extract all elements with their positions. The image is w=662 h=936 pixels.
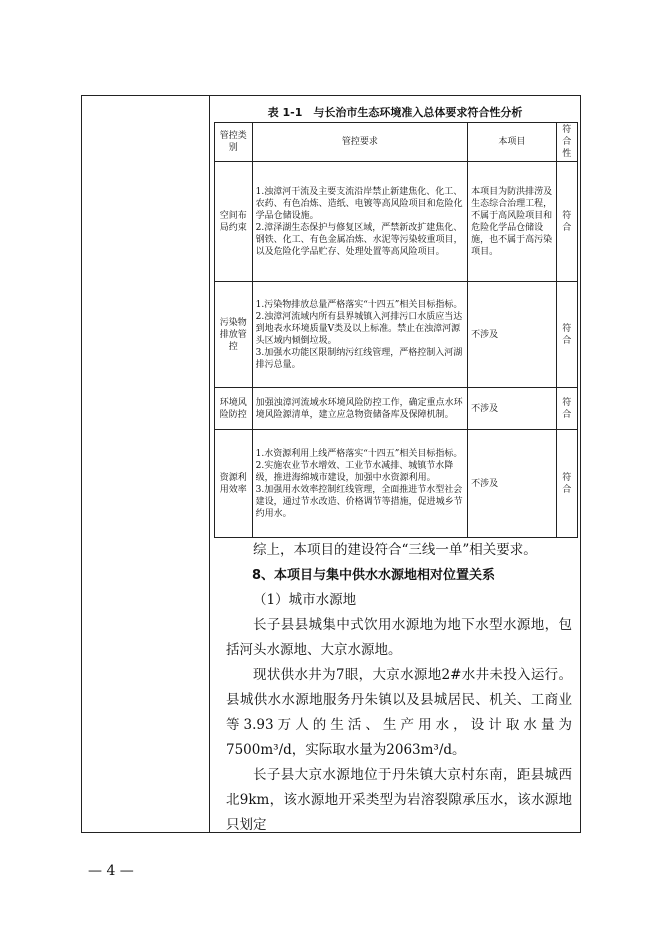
row-compliance: 符合 xyxy=(556,430,577,538)
row-project: 不涉及 xyxy=(468,282,556,388)
row-category: 空间布局约束 xyxy=(215,162,253,282)
row-requirement: 加强浊漳河流域水环境风险防控工作，确定重点水环境风险源清单，建立应急物资储备库及保障机制。 xyxy=(252,388,468,430)
row-requirement: 1.污染物排放总量严格落实“十四五”相关目标指标。 2.浊漳河流域内所有县界城镇入河排污口水质应当达到地表水环境质量Ⅴ类及以上标准。禁止在浊漳河源头区域内倾倒垃圾。 3.加强水功能区限制纳污红线管理，严格控制入河湖排污总量。 xyxy=(252,282,468,388)
row-category: 资源利用效率 xyxy=(215,430,253,538)
left-column xyxy=(82,96,210,832)
page-number: — 4 — xyxy=(88,863,134,879)
conclusion-paragraph: 综上，本项目的建设符合“三线一单”相关要求。 xyxy=(253,542,537,558)
table-header-row xyxy=(215,123,578,162)
subheading: （1）城市水源地 xyxy=(253,592,357,608)
table-title: 表 1-1 与长治市生态环境准入总体要求符合性分析 xyxy=(267,106,523,119)
table-row xyxy=(215,282,578,388)
paragraph: 现状供水井为7眼，大京水源地2#水井未投入运行。县城供水水源地服务丹朱镇以及县城居民、机关、工商业等3.93万人的生活、生产用水，设计取水量为7500m³/d，实际取水量为2063m³/d。 xyxy=(226,667,572,758)
table-row xyxy=(215,162,578,282)
row-project: 本项目为防洪排涝及生态综合治理工程，不属于高风险项目和危险化学品仓储设施，也不属于高污染项目。 xyxy=(468,162,556,282)
row-requirement: 1.水资源利用上线严格落实“十四五”相关目标指标。 2.实施农业节水增效、工业节水减排、城镇节水降级，推进海绵城市建设，加强中水资源利用。 3.加强用水效率控制红线管理，全面推进节水型社会建设，通过节水改造、价格调节等措施，促进城乡节约用水。 xyxy=(252,430,468,538)
row-compliance: 符合 xyxy=(556,162,577,282)
row-compliance: 符合 xyxy=(556,388,577,430)
row-category: 污染物排放管控 xyxy=(215,282,253,388)
row-project: 不涉及 xyxy=(468,430,556,538)
row-requirement: 1.浊漳河干流及主要支流沿岸禁止新建焦化、化工、农药、有色冶炼、造纸、电镀等高风险项目和危险化学品仓储设施。 2.漳泽湖生态保护与修复区域，严禁新改扩建焦化、钢铁、化工、有色金属冶炼、水泥等污染较重项目，以及危险化学品贮存、处理处置等高风险项目。 xyxy=(252,162,468,282)
header-category: 管控类别 xyxy=(215,123,253,162)
paragraph: 长子县大京水源地位于丹朱镇大京村东南，距县城西北9km，该水源地开采类型为岩溶裂隙承压水，该水源地只划定 xyxy=(226,767,572,833)
requirements-table xyxy=(214,122,578,538)
row-compliance: 符合 xyxy=(556,282,577,388)
body-text xyxy=(226,538,572,838)
content-column xyxy=(210,96,580,832)
table-row xyxy=(215,388,578,430)
section-heading: 8、本项目与集中供水水源地相对位置关系 xyxy=(252,568,496,583)
header-project: 本项目 xyxy=(468,123,556,162)
table-row xyxy=(215,430,578,538)
row-project: 不涉及 xyxy=(468,388,556,430)
header-compliance: 符合性 xyxy=(556,123,577,162)
document-frame xyxy=(81,95,581,833)
row-category: 环境风险防控 xyxy=(215,388,253,430)
paragraph: 长子县县城集中式饮用水源地为地下水型水源地，包括河头水源地、大京水源地。 xyxy=(226,617,572,658)
header-requirement: 管控要求 xyxy=(252,123,468,162)
